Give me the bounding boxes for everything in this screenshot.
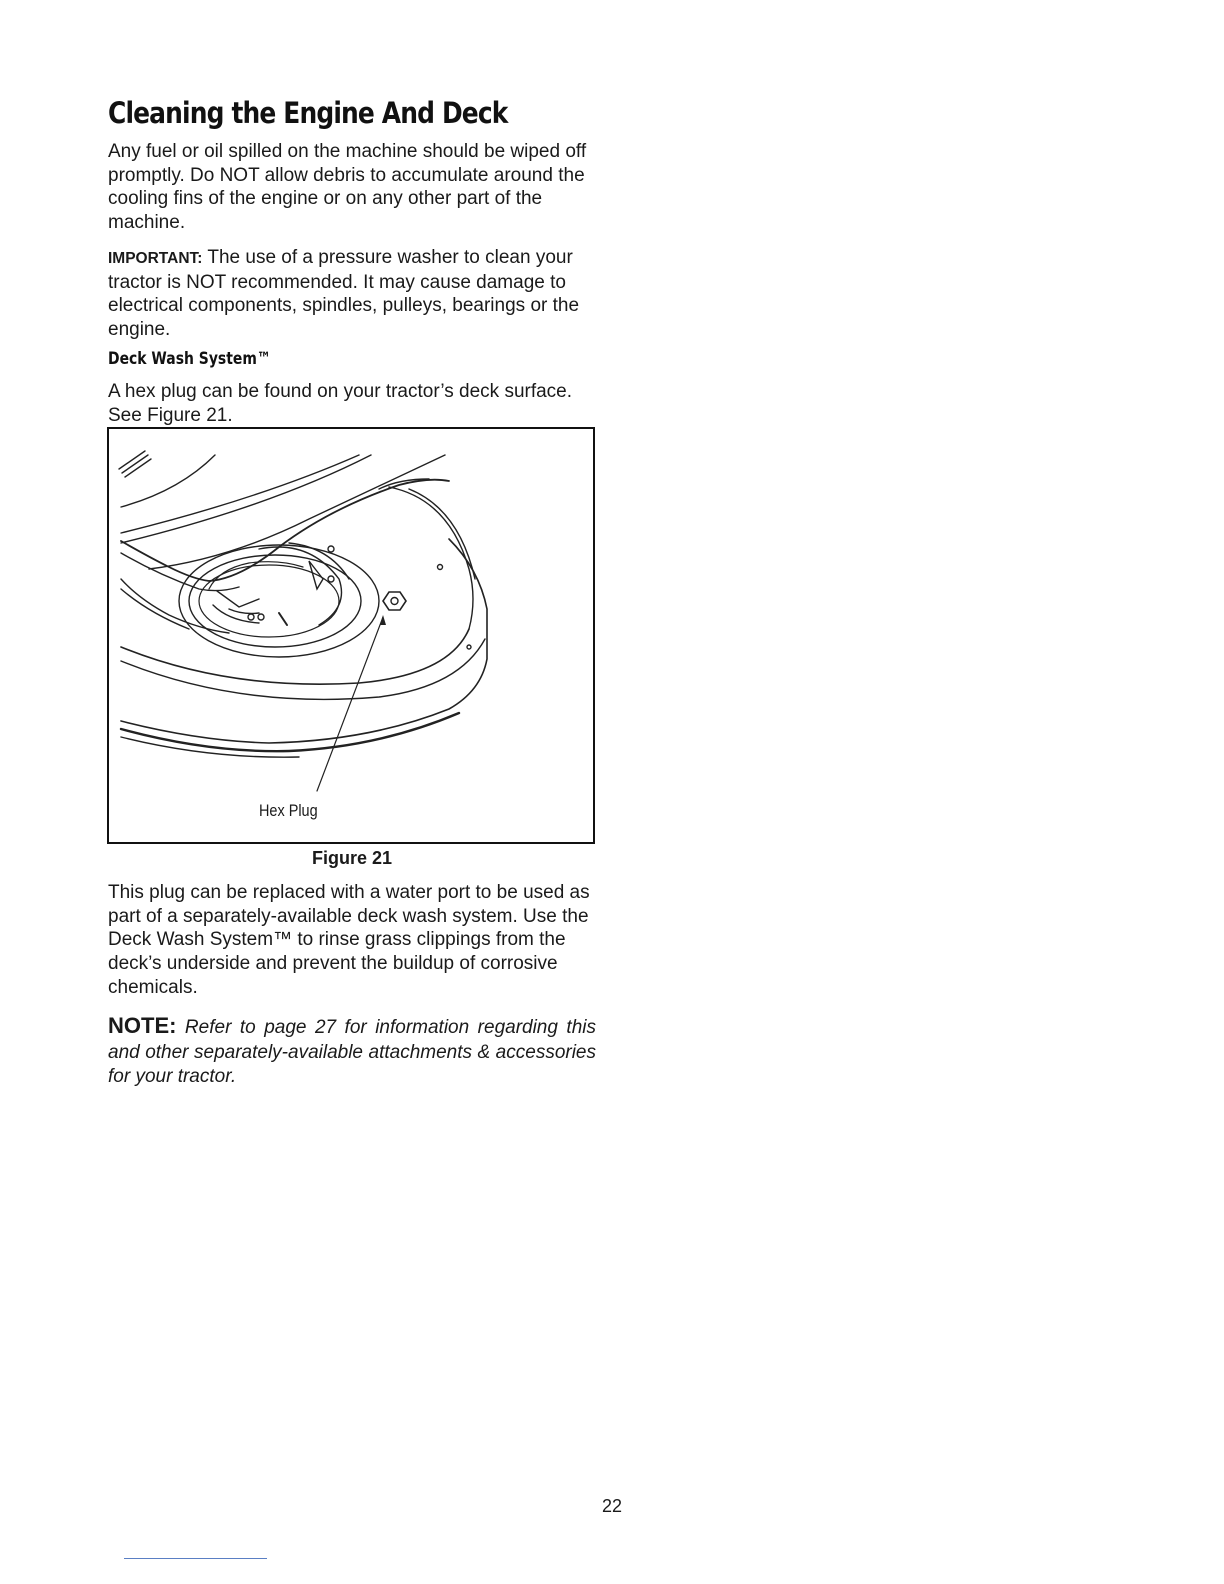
hex-plug-label: Hex Plug [259,801,318,820]
note-label: NOTE: [108,1013,177,1038]
important-label: IMPORTANT: [108,250,203,267]
hex-plug-intro: A hex plug can be found on your tractor’s deck surface. See Figure 21. [108,381,573,426]
plug-paragraph: This plug can be replaced with a water port to be used as part of a separately-available deck wash system. Use the Deck Wash System™ to rinse grass clippings from the deck’s underside and prevent the buildup of corrosive chemicals. [108,882,590,998]
note-text: Refer to page 27 for information regarding this and other separately-available attachments & accessories for your tractor. [108,1017,596,1087]
figure-21 [107,427,595,844]
intro-paragraph: Any fuel or oil spilled on the machine should be wiped off promptly. Do NOT allow debris to accumulate around the cooling fins of the engine or on any other part of the machine. [108,141,587,234]
figure-caption: Figure 21 [311,848,393,868]
deck-illustration [109,429,593,842]
page-number: 22 [601,1496,623,1516]
note-paragraph [108,1014,596,1090]
important-paragraph [108,246,596,342]
page-title: Cleaning the Engine And Deck [108,96,508,130]
important-text: The use of a pressure washer to clean your tractor is NOT recommended. It may cause damage to electrical components, spindles, pulleys, bearings or the engine. [108,247,580,341]
footer-rule [124,1558,267,1559]
section-heading-deck-wash: Deck Wash System™ [108,349,271,369]
